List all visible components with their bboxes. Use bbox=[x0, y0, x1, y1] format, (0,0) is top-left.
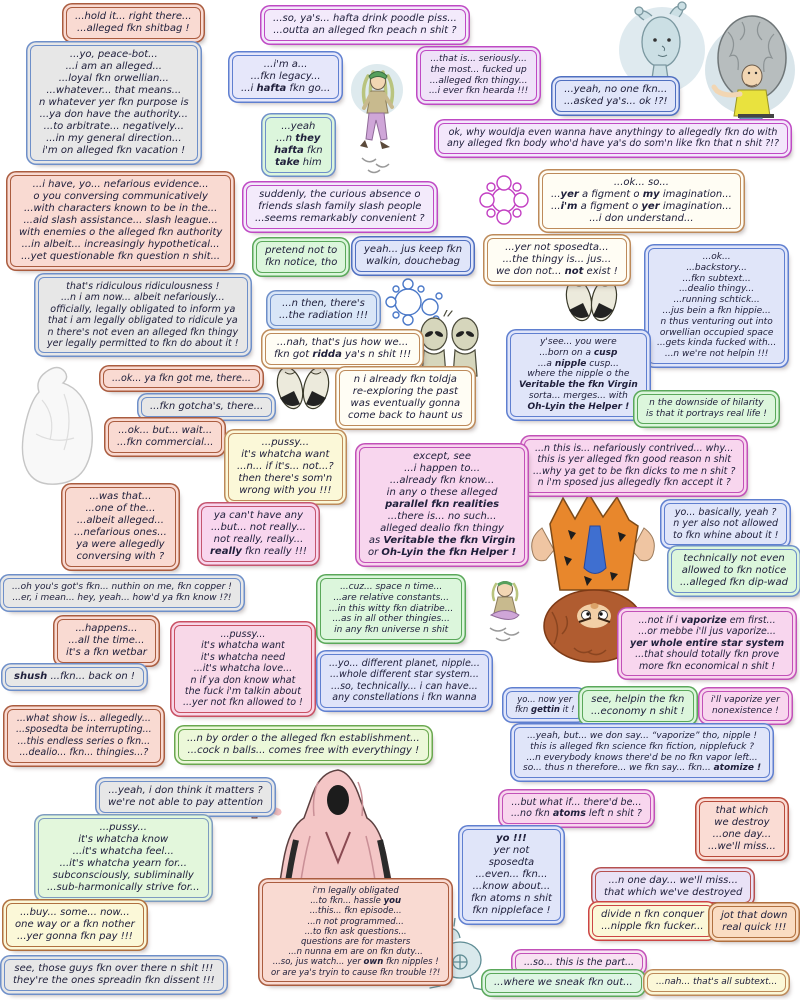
bubble-text-line: ...yet questionable fkn question n shit... bbox=[21, 251, 221, 262]
speech-bubble-space-n-time bbox=[320, 578, 462, 640]
bubble-text-line: ...no fkn atoms left n shit ? bbox=[511, 808, 642, 820]
bubble-text-line: ...in my general direction... bbox=[46, 133, 182, 144]
bubble-text-line: ...whole different star system... bbox=[329, 669, 479, 681]
speech-bubble-downside-hilarity bbox=[637, 394, 776, 424]
bubble-text-line: ...what show is... allegedly... bbox=[16, 713, 151, 724]
bubble-text-line: ...not if i vaporize em first... bbox=[638, 615, 776, 626]
bubble-text-line: it's whatcha need bbox=[200, 651, 285, 663]
speech-bubble-yo-not-sposedta bbox=[462, 829, 561, 921]
bubble-text-line: ...oh you's got's fkn... nuthin on me, fkn copper ! bbox=[12, 582, 232, 592]
bubble-text-line: one way or a fkn nother bbox=[15, 919, 135, 930]
bubble-text-line: yo... basically, yeah ? bbox=[674, 507, 777, 518]
speech-bubble-peace-bot bbox=[30, 45, 198, 161]
bubble-text-line: yo... now yer bbox=[517, 695, 573, 705]
bubble-text-line: ...n nunna em are on fkn duty... bbox=[288, 947, 423, 958]
speech-bubble-got-me-there bbox=[103, 369, 260, 388]
bubble-text-line: with enemies o the alleged fkn authority bbox=[19, 227, 223, 238]
bubble-text-line: or Oh-Lyin the fkn Helper ! bbox=[368, 547, 517, 558]
speech-bubble-legacy bbox=[232, 55, 339, 99]
bubble-text-line: ...alleged fkn shitbag ! bbox=[77, 23, 190, 34]
bubble-text-line: fkn gettin it ! bbox=[515, 705, 575, 716]
bubble-text-line: as Veritable the fkn Virgin bbox=[368, 535, 516, 546]
bubble-text-line: ...yer not sposedta... bbox=[505, 242, 609, 253]
speech-bubble-fucked-up-thingy bbox=[420, 50, 537, 101]
bubble-text-line: ...pussy... bbox=[99, 822, 147, 833]
speech-bubble-spreadin-dissent bbox=[4, 959, 224, 991]
bubble-text-line: jot that down bbox=[721, 910, 788, 921]
bubble-text-line: fkn notice, tho bbox=[265, 257, 338, 268]
bubble-text-line: ...already fkn know... bbox=[389, 475, 495, 486]
speech-bubble-gonna-pay bbox=[6, 903, 144, 947]
bubble-text-line: ...a nipple cusp... bbox=[537, 358, 619, 369]
bubble-text-line: we don not... not exist ! bbox=[496, 266, 618, 277]
speech-bubble-divide-n-conquer bbox=[592, 905, 713, 937]
bubble-text-line: ...was that... bbox=[89, 491, 152, 502]
bubble-text-line: ...pussy... bbox=[261, 437, 309, 448]
bubble-text-line: shush ...fkn... back on ! bbox=[14, 671, 135, 682]
bubble-text-line: ...even... fkn... bbox=[475, 869, 548, 880]
bubble-text-line: that which bbox=[715, 805, 769, 816]
bubble-text-line: ...so, technically... i can have... bbox=[331, 680, 478, 692]
bubble-text-line: real quick !!! bbox=[722, 922, 787, 933]
bubble-text-line: ...are relative constants... bbox=[333, 592, 449, 603]
speech-bubble-gettin-it bbox=[506, 691, 583, 719]
bubble-text-line: fkn atoms n shit bbox=[471, 893, 552, 904]
bubble-text-line: ...n we're not helpin !!! bbox=[664, 349, 769, 360]
bubble-text-line: i'll vaporize yer bbox=[711, 695, 780, 705]
bubble-text-line: more fkn economical n shit ! bbox=[638, 660, 776, 672]
speech-bubble-hold-it bbox=[66, 7, 201, 39]
bubble-text-line: ...as in all other thingies... bbox=[332, 614, 450, 625]
bubble-text-line: ...yeah, no one fkn... bbox=[564, 84, 668, 95]
speech-bubble-figment bbox=[542, 173, 741, 229]
bubble-text-line: ...it's whatcha feel... bbox=[72, 846, 174, 857]
speech-bubble-shush bbox=[5, 667, 144, 687]
bubble-text-line: ...cuz... space n time... bbox=[340, 582, 443, 592]
bubble-text-line: any alleged fkn body who'd have ya's do som'n like fkn that n shit ?!? bbox=[447, 138, 780, 150]
bubble-text-line: ...fkn subtext... bbox=[682, 273, 751, 284]
bubble-text-line: is that it portrays real life ! bbox=[646, 408, 767, 419]
bubble-text-line: questions are for masters bbox=[301, 936, 411, 947]
bubble-text-line: ...hold it... right there... bbox=[75, 11, 192, 22]
bubble-text-line: ...n this is... nefariously contrived... why... bbox=[534, 443, 734, 454]
bubble-text-line: subconsciously, subliminally bbox=[52, 870, 194, 881]
speech-bubble-legally-obligated bbox=[262, 882, 449, 982]
bubble-text-line: Oh-Lyin the Helper ! bbox=[527, 401, 630, 412]
bubble-text-line: then there's som'n bbox=[238, 473, 333, 484]
bubble-text-line: ...so, ya's... hafta drink poodle piss... bbox=[273, 13, 457, 24]
bubble-text-line: n yer also not allowed bbox=[673, 518, 779, 530]
bubble-text-line: orwellian occupied space bbox=[659, 327, 774, 338]
speech-bubble-why-wouldja bbox=[438, 123, 788, 154]
bubble-text-line: ...n then, there's bbox=[282, 298, 365, 309]
bubble-text-line: that's ridiculous ridiculousness ! bbox=[66, 281, 220, 292]
speech-bubble-nefariously-contrived bbox=[524, 439, 744, 493]
bubble-text-line: ...ok... but... wait... bbox=[118, 425, 213, 436]
bubble-text-line: yer not bbox=[493, 845, 530, 856]
bubble-text-line: sorta... merges... with bbox=[528, 390, 628, 401]
bubble-text-line: yo !!! bbox=[496, 833, 527, 844]
speech-bubble-technically bbox=[671, 549, 797, 593]
bubble-text-line: so... thus n therefore... we fkn say... fkn... atomize ! bbox=[523, 763, 762, 774]
speech-bubble-miss-destroyed bbox=[595, 871, 751, 903]
bubble-text-line: ...loyal fkn orwellian... bbox=[58, 73, 169, 84]
bubble-text-line: ...one day... bbox=[712, 829, 772, 840]
bubble-text-line: nonexistence ! bbox=[712, 705, 779, 716]
bubble-text-line: the fuck i'm talkin about bbox=[184, 685, 301, 697]
bubble-text-line: ...born on a cusp bbox=[539, 347, 618, 358]
bubble-text-line: suddenly, the curious absence o bbox=[259, 189, 421, 200]
bubble-text-line: ...the radiation !!! bbox=[279, 310, 368, 321]
bubble-text-line: pretend not to bbox=[265, 245, 338, 256]
bubble-text-line: ...n everybody knows there'd be no fkn vapor left... bbox=[526, 752, 758, 763]
bubble-text-line: ...dealio thingy... bbox=[679, 284, 755, 295]
bubble-text-line: ...cock n balls... comes free with everythingy ! bbox=[187, 745, 420, 756]
bubble-text-line: ...why ya get to be fkn dicks to me n shit ? bbox=[533, 465, 736, 477]
bubble-text-line: ...nefarious ones... bbox=[74, 527, 167, 538]
bubble-text-line: n i'm sposed jus allegedly fkn accept it ? bbox=[537, 477, 731, 489]
bubble-text-line: ...outta an alleged fkn peach n shit ? bbox=[273, 25, 457, 36]
speech-bubble-they-hafta-take bbox=[265, 117, 332, 173]
speech-bubble-vaporize-star-system bbox=[621, 611, 793, 676]
bubble-text-line: ...we'll miss... bbox=[708, 841, 776, 852]
bubble-text-line: allowed to fkn notice bbox=[681, 565, 787, 576]
speech-bubble-pussy-love bbox=[174, 625, 312, 713]
bubble-text-line: ...i have, yo... nefarious evidence... bbox=[32, 179, 209, 190]
bubble-text-line: ...or mebbe i'll jus vaporize... bbox=[638, 626, 776, 638]
bubble-text-line: wrong with you !!! bbox=[239, 485, 332, 496]
bubble-text-line: ...know about... bbox=[472, 881, 551, 892]
bubble-text-line: or are ya's tryin to cause fkn trouble !?! bbox=[271, 967, 441, 978]
bubble-text-line: fkn nippleface ! bbox=[472, 905, 551, 916]
speech-bubble-jot-that-down bbox=[712, 906, 796, 938]
speech-bubble-pussy-want bbox=[228, 433, 343, 501]
bubble-text-line: ...i hafta fkn go... bbox=[241, 83, 331, 94]
bubble-text-line: ...the thingy is... jus... bbox=[502, 254, 612, 265]
speech-bubble-got-ridda bbox=[265, 333, 420, 365]
bubble-text-line: ...backstory... bbox=[686, 262, 747, 273]
bubble-text-line: parallel fkn realities bbox=[385, 499, 500, 510]
bubble-text-line: ...yer not fkn allowed to ! bbox=[183, 697, 303, 709]
bubble-text-line: we're not able to pay attention bbox=[108, 797, 264, 808]
bubble-text-line: n whatever yer fkn purpose is bbox=[39, 97, 189, 108]
speech-bubble-cock-n-balls bbox=[178, 729, 429, 761]
bubble-text-line: technically not even bbox=[683, 553, 785, 564]
bubble-text-line: ...dealio... fkn... thingies...? bbox=[19, 747, 149, 759]
bubble-text-line: ...n by order o the alleged fkn establishment... bbox=[187, 733, 420, 744]
speech-bubble-no-one-asked bbox=[555, 80, 676, 112]
bubble-text-line: ...asked ya's... ok !?! bbox=[564, 96, 668, 107]
bubble-text-line: hafta fkn bbox=[274, 145, 323, 156]
bubble-text-line: ...to arbitrate... negatively... bbox=[43, 121, 184, 132]
bubble-text-line: ...i'm a figment o yer imagination... bbox=[551, 201, 732, 212]
speech-bubble-fkn-copper bbox=[3, 578, 241, 608]
bubble-text-line: n the downside of hilarity bbox=[649, 398, 764, 408]
bubble-text-line: ...so... this is the part... bbox=[524, 957, 635, 968]
bubble-text-line: ...n... if it's... not...? bbox=[237, 461, 334, 472]
bubble-text-line: ...but... not really... bbox=[210, 522, 306, 533]
bubble-text-line: i'm on alleged fkn vacation ! bbox=[42, 145, 186, 156]
bubble-text-line: ...yer a figment o my imagination... bbox=[551, 189, 732, 200]
bubble-text-line: alleged dealio fkn thingy bbox=[380, 523, 504, 534]
bubble-text-line: ...i don understand... bbox=[589, 213, 694, 224]
bubble-text-line: i'm legally obligated bbox=[312, 886, 399, 896]
bubble-text-line: ...sub-harmonically strive for... bbox=[47, 882, 200, 893]
bubble-text-line: ya can't have any bbox=[213, 510, 304, 521]
bubble-text-line: ...n not programmed... bbox=[307, 916, 404, 927]
bubble-text-line: ...but what if... there'd be... bbox=[511, 797, 642, 808]
bubble-text-line: except, see bbox=[413, 451, 471, 462]
bubble-text-line: it's whatcha know bbox=[78, 834, 169, 845]
speech-bubble-different-planet bbox=[320, 654, 489, 708]
bubble-text-line: walkin, douchebag bbox=[366, 256, 460, 267]
speech-bubble-helpin-economy bbox=[582, 690, 694, 722]
bubble-text-line: ...buy... some... now... bbox=[20, 907, 130, 918]
bubble-text-line: ...whatever... that means... bbox=[46, 85, 182, 96]
bubble-text-line: ...alleged fkn thingy... bbox=[429, 75, 528, 86]
speech-bubble-radiation bbox=[270, 294, 377, 326]
bubble-text-line: ...so, jus watch... yer own fkn nipples ! bbox=[272, 957, 439, 968]
bubble-text-line: it's whatcha want bbox=[201, 640, 285, 652]
speech-bubble-pretend-not bbox=[256, 241, 346, 273]
speech-bubble-except-see bbox=[359, 447, 525, 563]
bubble-text-line: it's whatcha want bbox=[241, 449, 330, 460]
bubble-text-line: divide n fkn conquer bbox=[601, 909, 704, 920]
bubble-text-line: ...in albeit... increasingly hypothetical... bbox=[21, 239, 220, 250]
bubble-text-line: it's a fkn wetbar bbox=[66, 647, 147, 658]
bubble-text-line: ...i am an alleged... bbox=[65, 61, 162, 72]
bubble-text-line: in any o these alleged bbox=[386, 487, 498, 498]
bubble-text-line: take him bbox=[274, 157, 322, 168]
bubble-text-line: yeah... jus keep fkn bbox=[364, 244, 463, 255]
speech-bubble-all-subtext bbox=[647, 973, 786, 992]
bubble-text-line: re-exploring the past bbox=[352, 386, 458, 397]
bubble-text-line: ...yo, peace-bot... bbox=[69, 49, 158, 60]
speech-bubble-ridiculous bbox=[38, 277, 248, 353]
bubble-text-line: ...nipple fkn fucker... bbox=[601, 921, 704, 932]
bubble-text-line: ...n i am now... albeit nefariously... bbox=[61, 292, 225, 304]
bubble-text-line: ...this endless series o fkn... bbox=[17, 735, 151, 747]
bubble-text-line: come back to haunt us bbox=[348, 410, 463, 421]
bubble-text-line: ...fkn legacy... bbox=[250, 71, 321, 82]
speech-bubble-whatcha-know bbox=[38, 818, 209, 898]
bubble-text-line: ...pussy... bbox=[220, 629, 266, 640]
speech-bubble-poodle-piss bbox=[264, 9, 466, 41]
bubble-text-line: that which we've destroyed bbox=[604, 887, 743, 898]
bubble-text-line: ...there is... no such... bbox=[387, 511, 497, 522]
bubble-text-line: ...albeit alleged... bbox=[76, 515, 164, 526]
speech-bubble-toldja bbox=[339, 370, 472, 426]
bubble-text-line: ...it's whatcha love... bbox=[193, 663, 293, 675]
bubble-text-line: officially, legally obligated to inform ya bbox=[50, 303, 236, 315]
speech-bubble-vaporize-nonexistence bbox=[702, 691, 789, 721]
speech-bubble-not-exist bbox=[487, 238, 627, 282]
bubble-text-line: really fkn really !!! bbox=[210, 546, 307, 557]
bubble-text-line: ...that is... seriously... bbox=[430, 54, 527, 64]
bubble-text-line: ...sposedta be interrupting... bbox=[16, 724, 152, 736]
speech-bubble-curious-absence bbox=[246, 185, 434, 229]
speech-bubble-wetbar bbox=[57, 619, 156, 663]
bubble-text-line: ...nah... that's all subtext... bbox=[656, 977, 778, 987]
speech-bubble-cant-have-any bbox=[201, 506, 316, 562]
bubble-text-line: ...economy n shit ! bbox=[591, 706, 685, 717]
bubble-text-line: n i already fkn toldja bbox=[353, 374, 457, 385]
bubble-text-line: ...to fkn ask questions... bbox=[304, 926, 407, 937]
bubble-text-line: ...in this witty fkn diatribe... bbox=[329, 603, 454, 614]
bubble-text-line: ...running schtick... bbox=[673, 295, 760, 306]
speech-bubble-atomize bbox=[514, 727, 770, 778]
bubble-text-line: ...alleged fkn dip-wad bbox=[680, 577, 788, 588]
bubble-text-line: where the nipple o the bbox=[527, 369, 630, 380]
bubble-text-line: ...fkn gotcha's, there... bbox=[150, 401, 264, 412]
speech-bubble-that-which-we-destroy bbox=[699, 801, 785, 857]
bubble-text-line: ...yeah, but... we don say... “vaporize” tho, nipple ! bbox=[527, 731, 758, 741]
bubble-text-line: see, those guys fkn over there n shit !!! bbox=[14, 963, 214, 974]
bubble-text-line: ...yeah bbox=[281, 121, 316, 132]
speech-bubble-pay-attention bbox=[99, 781, 272, 813]
bubble-text-line: the most... fucked up bbox=[430, 64, 527, 75]
bubble-text-line: n there's not even an alleged fkn thingy bbox=[47, 326, 239, 338]
bubble-text-line: ...with characters known to be in the... bbox=[23, 203, 218, 214]
bubble-text-line: ...happens... bbox=[75, 623, 138, 634]
bubble-text-line: yer legally permitted to fkn do about it ! bbox=[47, 337, 239, 349]
bubble-text-line: ...er, i mean... hey, yeah... how'd ya fkn know !?! bbox=[12, 592, 232, 603]
speech-bubble-nipple-cusp bbox=[510, 333, 647, 417]
speech-bubble-backstory bbox=[648, 248, 785, 364]
bubble-text-line: ...yo... different planet, nipple... bbox=[329, 658, 480, 669]
bubble-text-line: ...yeah, i don think it matters ? bbox=[108, 785, 263, 796]
bubble-text-line: o you conversing communicatively bbox=[33, 191, 208, 202]
bubble-text-line: ...it's whatcha yearn for... bbox=[59, 858, 187, 869]
speech-bubble-what-show bbox=[7, 709, 161, 763]
bubble-text-line: ...i ever fkn hearda !!! bbox=[429, 86, 529, 97]
bubble-text-line: see, helpin the fkn bbox=[591, 694, 685, 705]
bubble-text-line: ya were allegedly bbox=[76, 539, 165, 550]
speech-bubble-sneak-out bbox=[485, 973, 642, 993]
bubble-text-line: ...ya don have the authority... bbox=[39, 109, 188, 120]
bubble-text-line: we destroy bbox=[714, 817, 770, 828]
bubble-text-line: ...all the time... bbox=[68, 635, 145, 646]
bubble-text-line: ...gets kinda fucked with... bbox=[657, 338, 777, 349]
bubble-text-line: that i am legally obligated to ridicule ya bbox=[47, 315, 238, 327]
speech-bubble-basically-yeah bbox=[664, 503, 787, 545]
bubble-text-line: ...one of the... bbox=[85, 503, 156, 514]
bubble-text-line: ...n they bbox=[276, 133, 321, 144]
bubble-text-line: ...fkn commercial... bbox=[117, 437, 214, 448]
bubble-text-line: sposedta bbox=[488, 857, 535, 868]
bubble-text-line: ...ok... so... bbox=[613, 177, 669, 188]
bubble-text-line: ...jus bein a fkn hippie... bbox=[662, 305, 771, 316]
bubble-text-line: this is yer alleged fkn good reason n shit bbox=[537, 454, 731, 466]
bubble-text-line: ...seems remarkably convenient ? bbox=[255, 213, 425, 224]
bubble-text-line: ...to fkn... hassle you bbox=[310, 896, 401, 907]
bubble-text-line: ...ok... ya fkn got me, there... bbox=[112, 373, 251, 384]
speech-bubble-fkn-commercial bbox=[108, 421, 222, 453]
bubble-text-line: ...yer gonna fkn pay !!! bbox=[16, 931, 133, 942]
speech-bubble-was-that bbox=[65, 487, 176, 567]
bubble-text-line: ...ok... bbox=[702, 252, 731, 262]
bubble-text-line: ...n one day... we'll miss... bbox=[608, 875, 738, 886]
bubble-text-line: Veritable the fkn Virgin bbox=[519, 380, 638, 391]
bubble-text-line: n thus venturing out into bbox=[660, 316, 773, 327]
bubble-text-line: ...aid slash assistance... slash league... bbox=[23, 215, 218, 226]
speech-bubble-gotchas bbox=[141, 397, 272, 417]
bubble-text-line: they're the ones spreadin fkn dissent !!! bbox=[13, 975, 215, 986]
bubble-text-line: ...where we sneak fkn out... bbox=[494, 977, 633, 988]
bubble-text-line: conversing with ? bbox=[76, 551, 165, 562]
bubble-text-line: ...that should totally fkn prove bbox=[635, 649, 780, 661]
bubble-text-line: in any fkn universe n shit bbox=[334, 625, 449, 636]
speech-bubble-keep-walkin bbox=[355, 240, 471, 272]
bubble-text-line: fkn got ridda ya's n shit !!! bbox=[274, 349, 412, 360]
bubble-text-line: yer whole entire star system bbox=[630, 637, 785, 649]
bubble-text-line: ...i happen to... bbox=[404, 463, 481, 474]
bubble-text-line: ...nah, that's jus how we... bbox=[276, 337, 409, 348]
bubble-text-line: ...i'm a... bbox=[263, 59, 308, 70]
speech-bubble-nefarious-evidence bbox=[10, 175, 231, 267]
bubble-text-line: to fkn whine about it ! bbox=[673, 529, 779, 541]
bubble-text-line: this is alleged fkn science fkn fiction, nipplefuck ? bbox=[530, 741, 755, 752]
bubble-text-line: friends slash family slash people bbox=[258, 201, 422, 212]
speech-bubble-this-is-the-part bbox=[515, 953, 643, 972]
bubble-text-line: any constellations i fkn wanna bbox=[332, 692, 477, 704]
bubble-text-line: not really, really... bbox=[213, 534, 304, 545]
bubble-text-line: y'see... you were bbox=[540, 337, 617, 347]
speech-bubble-no-atoms-left bbox=[502, 793, 651, 824]
bubble-text-line: was eventually gonna bbox=[350, 398, 461, 409]
bubble-text-line: ok, why wouldja even wanna have anythingy to allegedly fkn do with bbox=[448, 127, 778, 138]
bubble-text-line: n if ya don know what bbox=[190, 674, 296, 686]
bubble-text-line: ...this... fkn episode... bbox=[309, 906, 402, 917]
